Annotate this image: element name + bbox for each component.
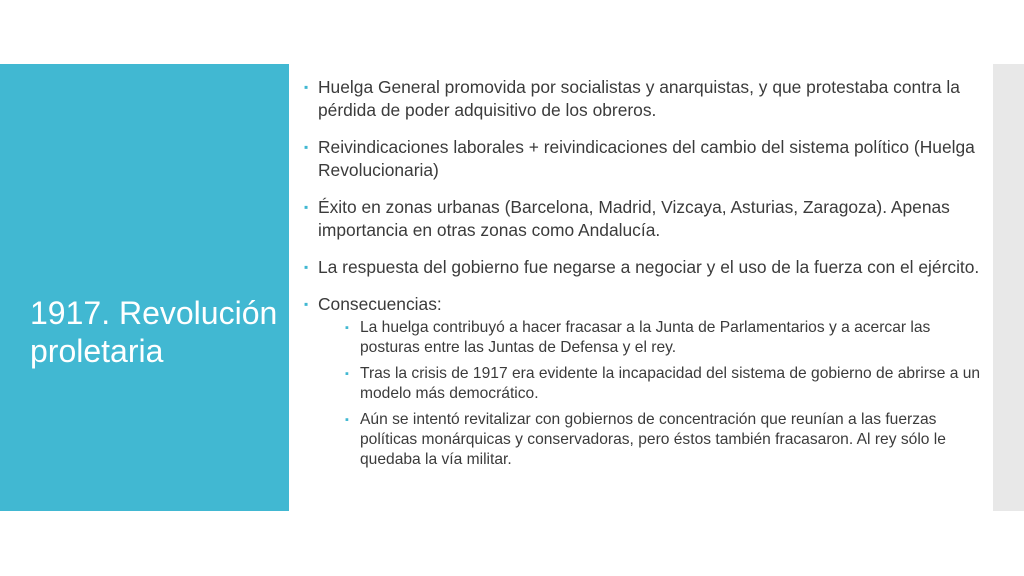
square-bullet-icon: ▪ — [304, 140, 309, 154]
sub-bullet-item — [300, 364, 990, 404]
square-bullet-icon: ▪ — [304, 80, 309, 94]
bullet-text: La respuesta del gobierno fue negarse a negociar y el uso de la fuerza con el ejército. — [318, 257, 980, 277]
square-bullet-icon: ▪ — [345, 368, 349, 380]
sub-bullet-item — [300, 318, 990, 358]
bullet-item — [300, 256, 990, 279]
square-bullet-icon: ▪ — [345, 414, 349, 426]
square-bullet-icon: ▪ — [304, 200, 309, 214]
bullet-item — [300, 136, 990, 182]
sub-bullet-text: Aún se intentó revitalizar con gobiernos de concentración que reunían a las fuerzas políticas monárquicas y conservadoras, pero éstos también fracasaron. Al rey sólo le quedaba la vía militar. — [360, 411, 946, 468]
sub-bullet-text: La huelga contribuyó a hacer fracasar a la Junta de Parlamentarios y a acercar las posturas entre las Juntas de Defensa y el rey. — [360, 319, 931, 356]
title-panel — [0, 64, 289, 511]
bullet-text: Reivindicaciones laborales + reivindicaciones del cambio del sistema político (Huelga Revolucionaria) — [318, 137, 975, 180]
bullet-item — [300, 196, 990, 242]
sub-bullet-list — [300, 318, 990, 470]
sub-bullet-text: Tras la crisis de 1917 era evidente la incapacidad del sistema de gobierno de abrirse a un modelo más democrático. — [360, 365, 981, 402]
square-bullet-icon: ▪ — [304, 260, 309, 274]
bullet-text: Consecuencias: — [318, 294, 442, 314]
bullet-text: Huelga General promovida por socialistas y anarquistas, y que protestaba contra la pérdida de poder adquisitivo de los obreros. — [318, 77, 960, 120]
slide-title: 1917. Revolución proletaria — [30, 295, 278, 369]
sub-bullet-item — [300, 410, 990, 470]
bullet-item — [300, 293, 990, 316]
right-gray-strip — [993, 64, 1024, 511]
square-bullet-icon: ▪ — [345, 322, 349, 334]
bullet-list — [300, 76, 990, 476]
bullet-item — [300, 76, 990, 122]
square-bullet-icon: ▪ — [304, 297, 309, 311]
bullet-text: Éxito en zonas urbanas (Barcelona, Madrid, Vizcaya, Asturias, Zaragoza). Apenas importancia en otras zonas como Andalucía. — [318, 197, 950, 240]
